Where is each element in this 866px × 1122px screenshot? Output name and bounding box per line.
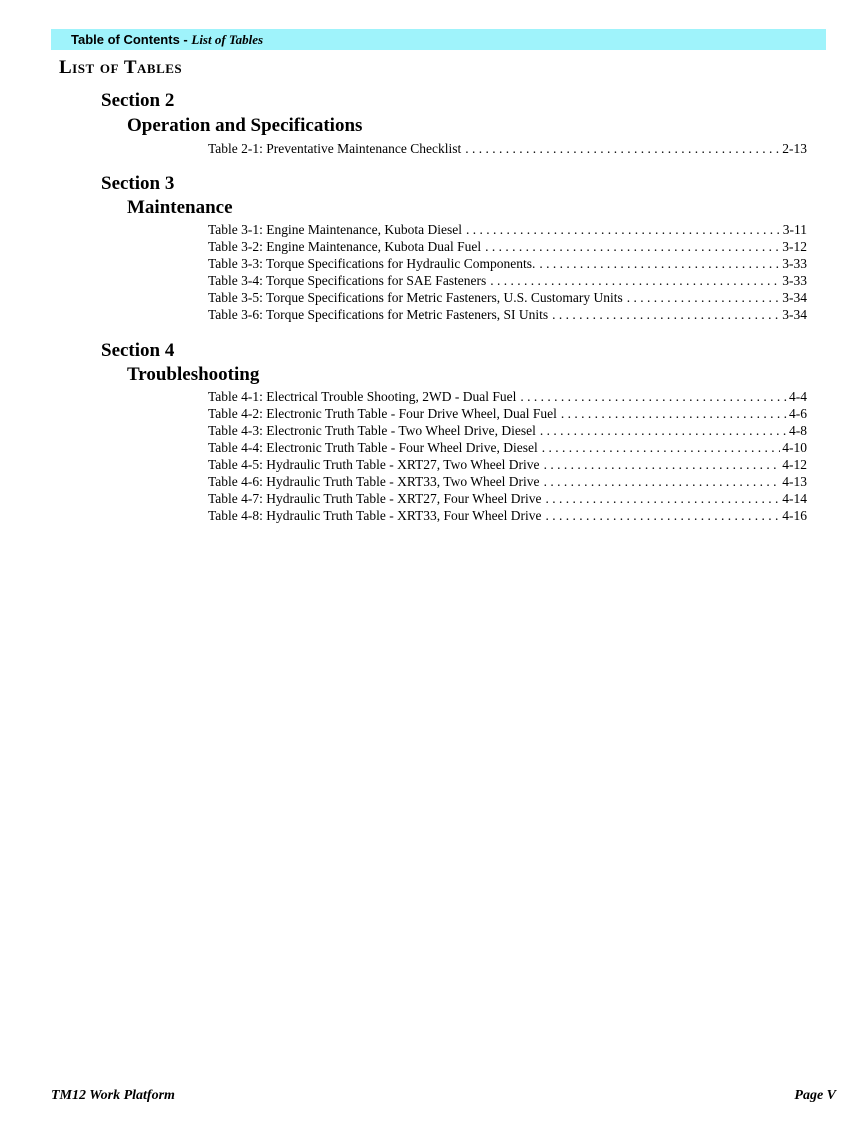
toc-leader-dots xyxy=(485,238,780,255)
toc-entry-page: 3-33 xyxy=(782,256,807,271)
toc-entry[interactable] xyxy=(208,255,807,272)
toc-entry-text: Table 4-7: Hydraulic Truth Table - XRT27, Four Wheel Drive xyxy=(208,491,542,506)
footer-document-title: TM12 Work Platform xyxy=(51,1088,175,1103)
toc-entry-text: Table 4-4: Electronic Truth Table - Four Wheel Drive, Diesel xyxy=(208,440,538,455)
toc-leader-dots xyxy=(542,439,780,456)
toc-entry[interactable] xyxy=(208,490,807,507)
toc-leader-dots xyxy=(465,140,780,157)
header-title xyxy=(71,32,263,48)
toc-entry[interactable] xyxy=(208,507,807,524)
toc-entry-page: 4-4 xyxy=(789,389,807,404)
toc-leader-dots xyxy=(544,456,781,473)
toc-entry-text: Table 3-1: Engine Maintenance, Kubota Diesel xyxy=(208,222,462,237)
section-3-label: Section 3 xyxy=(101,173,175,194)
toc-leader-dots xyxy=(539,255,780,272)
toc-entry-page: 4-12 xyxy=(782,457,807,472)
toc-entry-page: 3-34 xyxy=(782,290,807,305)
toc-entry-page: 4-6 xyxy=(789,406,807,421)
header-title-italic: List of Tables xyxy=(191,32,264,47)
toc-entry[interactable] xyxy=(208,238,807,255)
toc-entry-page: 4-16 xyxy=(782,508,807,523)
toc-leader-dots xyxy=(546,490,781,507)
header-separator: - xyxy=(179,32,192,47)
header-title-bold: Table of Contents xyxy=(71,32,180,47)
toc-leader-dots xyxy=(552,306,780,323)
toc-entry-page: 4-13 xyxy=(782,474,807,489)
toc-entry-text: Table 3-2: Engine Maintenance, Kubota Dual Fuel xyxy=(208,239,482,254)
toc-leader-dots xyxy=(540,422,787,439)
toc-entry-text: Table 2-1: Preventative Maintenance Checklist xyxy=(208,141,462,156)
section-3-name: Maintenance xyxy=(127,197,233,218)
toc-entry-text: Table 4-2: Electronic Truth Table - Four Drive Wheel, Dual Fuel xyxy=(208,406,557,421)
section-4-label: Section 4 xyxy=(101,340,175,361)
section-2-name: Operation and Specifications xyxy=(127,115,363,136)
toc-entry-text: Table 3-6: Torque Specifications for Metric Fasteners, SI Units xyxy=(208,307,549,322)
toc-leader-dots xyxy=(544,473,781,490)
toc-entry-page: 2-13 xyxy=(782,141,807,156)
section-4-name: Troubleshooting xyxy=(127,364,260,385)
toc-entry-text: Table 4-3: Electronic Truth Table - Two Wheel Drive, Diesel xyxy=(208,423,536,438)
toc-entry-text: Table 4-5: Hydraulic Truth Table - XRT27, Two Wheel Drive xyxy=(208,457,540,472)
toc-entry-text: Table 4-1: Electrical Trouble Shooting, 2WD - Dual Fuel xyxy=(208,389,517,404)
toc-entry[interactable] xyxy=(208,221,807,238)
toc-entry-page: 4-10 xyxy=(782,440,807,455)
toc-entry[interactable] xyxy=(208,405,807,422)
toc-leader-dots xyxy=(466,221,781,238)
toc-entry-page: 3-11 xyxy=(782,222,807,237)
toc-leader-dots xyxy=(627,289,780,306)
toc-entry-page: 3-34 xyxy=(782,307,807,322)
toc-leader-dots xyxy=(490,272,780,289)
toc-entry[interactable] xyxy=(208,439,807,456)
toc-entry[interactable] xyxy=(208,456,807,473)
toc-entry-text: Table 3-5: Torque Specifications for Metric Fasteners, U.S. Customary Units xyxy=(208,290,623,305)
toc-entry-page: 4-14 xyxy=(782,491,807,506)
section-2-label: Section 2 xyxy=(101,90,175,111)
toc-leader-dots xyxy=(546,507,781,524)
toc-entry-text: Table 3-3: Torque Specifications for Hydraulic Components. xyxy=(208,256,536,271)
footer-page-number: Page V xyxy=(794,1088,836,1103)
toc-entry[interactable] xyxy=(208,272,807,289)
toc-entry[interactable] xyxy=(208,388,807,405)
toc-entry[interactable] xyxy=(208,140,807,157)
toc-entry-text: Table 3-4: Torque Specifications for SAE Fasteners xyxy=(208,273,487,288)
toc-entry[interactable] xyxy=(208,422,807,439)
toc-entry[interactable] xyxy=(208,306,807,323)
toc-entry-text: Table 4-6: Hydraulic Truth Table - XRT33, Two Wheel Drive xyxy=(208,474,540,489)
toc-entry[interactable] xyxy=(208,473,807,490)
toc-entry-page: 3-33 xyxy=(782,273,807,288)
toc-leader-dots xyxy=(520,388,787,405)
toc-entry-page: 4-8 xyxy=(789,423,807,438)
header-bar xyxy=(51,29,826,50)
toc-entry-text: Table 4-8: Hydraulic Truth Table - XRT33, Four Wheel Drive xyxy=(208,508,542,523)
toc-entry-page: 3-12 xyxy=(782,239,807,254)
page-title: List of Tables xyxy=(59,57,183,78)
toc-entry[interactable] xyxy=(208,289,807,306)
toc-leader-dots xyxy=(561,405,787,422)
